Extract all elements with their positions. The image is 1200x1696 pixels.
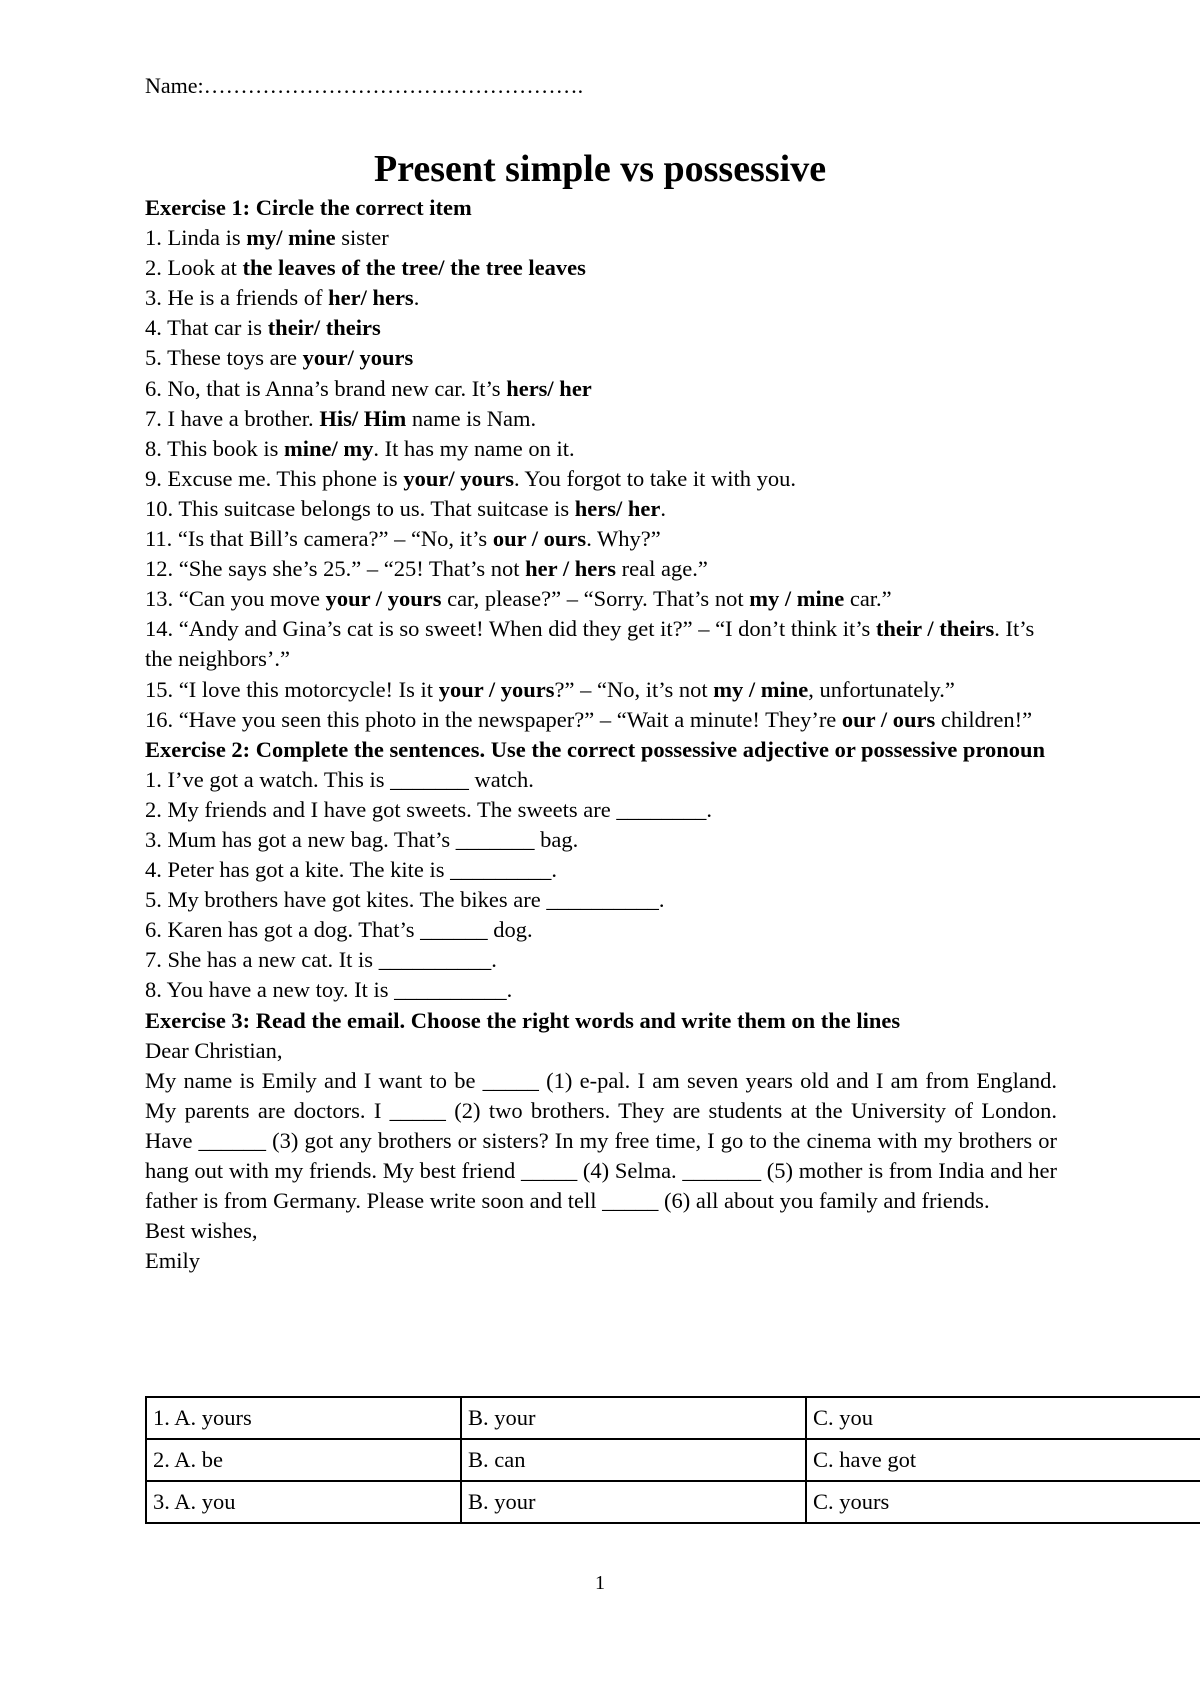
email-paragraph: My name is Emily and I want to be _____ (1) e-pal. I am seven years old and I am from England. My parents are doctors. I _____ (2) two brothers. They are students at the University of London. Have ______ (3) got any brothers or sisters? In my free time, I go to the cinema with my brothers or hang out with my friends. My best friend _____ (4) Selma. _______ (5) mother is from India and her father is from Germany. Please write soon and tell _____ (6) all about you family and friends. bbox=[145, 1067, 1057, 1214]
option-cell: B. your bbox=[461, 1481, 806, 1523]
exercise-2-item: 3. Mum has got a new bag. That’s _______ bag. bbox=[145, 826, 579, 852]
exercise-1-item: 6. No, that is Anna’s brand new car. It’s hers/ her bbox=[145, 375, 592, 401]
exercise-2-item: 6. Karen has got a dog. That’s ______ dog. bbox=[145, 917, 533, 943]
exercise-1-heading: Exercise 1: Circle the correct item bbox=[145, 195, 472, 220]
exercise-1-item: 3. He is a friends of her/ hers. bbox=[145, 285, 420, 311]
option-cell: B. your bbox=[461, 1397, 806, 1439]
exercise-1-item: 15. “I love this motorcycle! Is it your / yours?” – “No, it’s not my / mine, unfortunately.” bbox=[145, 676, 955, 702]
exercise-1-item: 12. “She says she’s 25.” – “25! That’s not her / hers real age.” bbox=[145, 556, 708, 582]
exercise-1-item: 11. “Is that Bill’s camera?” – “No, it’s our / ours. Why?” bbox=[145, 526, 661, 552]
option-cell: C. you bbox=[806, 1397, 1200, 1439]
option-cell: 3. A. you bbox=[146, 1481, 461, 1523]
name-field-line: Name:……………………………………………. bbox=[145, 73, 584, 98]
email-signature: Emily bbox=[145, 1248, 200, 1274]
exercise-1-item: 10. This suitcase belongs to us. That suitcase is hers/ her. bbox=[145, 495, 666, 521]
option-cell: C. have got bbox=[806, 1439, 1200, 1481]
exercise-1-item: 2. Look at the leaves of the tree/ the tree leaves bbox=[145, 255, 586, 281]
exercise-2-item: 2. My friends and I have got sweets. The sweets are ________. bbox=[145, 796, 712, 822]
exercise-1-item: 4. That car is their/ theirs bbox=[145, 315, 381, 341]
exercise-1-item: 14. “Andy and Gina’s cat is so sweet! When did they get it?” – “I don’t think it’s their / theirs. It’s the neighbors’.” bbox=[145, 616, 1035, 672]
exercise-2-item: 1. I’ve got a watch. This is _______ watch. bbox=[145, 766, 534, 792]
answer-options-table bbox=[145, 1396, 1200, 1524]
exercise-2-item: 4. Peter has got a kite. The kite is _________. bbox=[145, 857, 558, 883]
email-closing: Best wishes, bbox=[145, 1218, 258, 1244]
worksheet-body bbox=[145, 193, 1057, 1276]
exercise-2-item: 5. My brothers have got kites. The bikes are __________. bbox=[145, 887, 665, 913]
option-cell: 2. A. be bbox=[146, 1439, 461, 1481]
exercise-1-item: 13. “Can you move your / yours car, please?” – “Sorry. That’s not my / mine car.” bbox=[145, 586, 892, 612]
exercise-2-item: 7. She has a new cat. It is __________. bbox=[145, 947, 497, 973]
exercise-2-item: 8. You have a new toy. It is __________. bbox=[145, 977, 513, 1003]
exercise-1-item: 5. These toys are your/ yours bbox=[145, 345, 414, 371]
option-cell: C. yours bbox=[806, 1481, 1200, 1523]
page-title: Present simple vs possessive bbox=[373, 148, 827, 190]
exercise-2-heading: Exercise 2: Complete the sentences. Use the correct possessive adjective or possessive pronoun bbox=[145, 736, 1046, 762]
email-greeting: Dear Christian, bbox=[145, 1037, 283, 1063]
exercise-3-heading: Exercise 3: Read the email. Choose the right words and write them on the lines bbox=[145, 1007, 901, 1033]
table-row bbox=[146, 1397, 1200, 1439]
option-cell: 1. A. yours bbox=[146, 1397, 461, 1439]
table-row bbox=[146, 1481, 1200, 1523]
exercise-1-item: 7. I have a brother. His/ Him name is Nam. bbox=[145, 405, 537, 431]
table-row bbox=[146, 1439, 1200, 1481]
exercise-1-item: 16. “Have you seen this photo in the newspaper?” – “Wait a minute! They’re our / ours children!” bbox=[145, 706, 1033, 732]
option-cell: B. can bbox=[461, 1439, 806, 1481]
exercise-1-item: 1. Linda is my/ mine sister bbox=[145, 225, 389, 251]
page-number: 1 bbox=[595, 1572, 605, 1594]
exercise-1-item: 8. This book is mine/ my. It has my name on it. bbox=[145, 435, 575, 461]
exercise-1-item: 9. Excuse me. This phone is your/ yours. You forgot to take it with you. bbox=[145, 465, 797, 491]
